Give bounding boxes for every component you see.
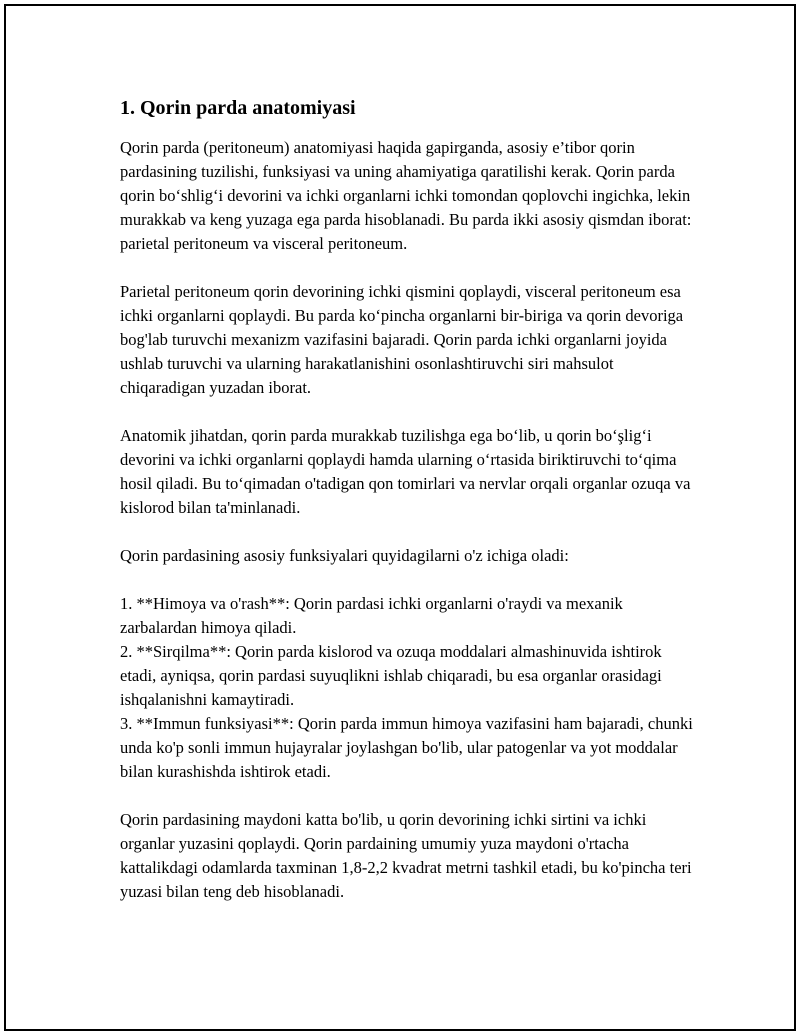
paragraph-parietal: Parietal peritoneum qorin devorining ichki qismini qoplaydi, visceral peritoneum esa ichki organlarni qoplaydi. Bu parda ko‘pincha organlarni bir-biriga va qorin devoriga bog'lab turuvchi mexanizm vazifasini bajaradi. Qorin parda ichki organlarni joyida ushlab turuvchi va ularning harakatlanishini osonlashtiruvchi siri mahsulot chiqaradigan yuzadan iborat. bbox=[120, 282, 684, 397]
list-item: 3. **Immun funksiyasi**: Qorin parda immun himoya vazifasini ham bajaradi, chunki unda ko'p sonli immun hujayralar joylashgan bo'lib, ular patogenlar va yot moddalar bilan kurashishda ishtirok etadi. bbox=[120, 714, 693, 781]
list-item: 2. **Sirqilma**: Qorin parda kislorod va ozuqa moddalari almashinuvida ishtirok etadi, ayniqsa, qorin pardasi suyuqlikni ishlab chiqaradi, bu esa organlar orasidagi ishqalanishni kamaytiradi. bbox=[120, 642, 662, 709]
paragraph-functions-intro: Qorin pardasining asosiy funksiyalari quyidagilarni o'z ichiga oladi: bbox=[120, 546, 569, 565]
paragraph-closing: Qorin pardasining maydoni katta bo'lib, u qorin devorining ichki sirtini va ichki organlar yuzasini qoplaydi. Qorin pardaining umumiy yuza maydoni o'rtacha kattalikdagi odamlarda taxminan 1,8-2,2 kvadrat metrni tashkil etadi, bu ko'pincha teri yuzasi bilan teng deb hisoblanadi. bbox=[120, 810, 692, 901]
page-frame bbox=[4, 4, 796, 1031]
document-title: 1. Qorin parda anatomiyasi bbox=[120, 97, 356, 119]
document-content bbox=[120, 96, 700, 928]
paragraph-anatomy: Anatomik jihatdan, qorin parda murakkab tuzilishga ega bo‘lib, u qorin bo‘şlig‘i devorini va ichki organlarni qoplaydi hamda ularning o‘rtasida biriktiruvchi to‘qima hosil qiladi. Bu to‘qimadan o'tadigan qon tomirlari va nervlar orqali organlar ozuqa va kislorod bilan ta'minlanadi. bbox=[120, 426, 691, 517]
functions-list bbox=[120, 592, 700, 784]
paragraph-intro: Qorin parda (peritoneum) anatomiyasi haqida gapirganda, asosiy e’tibor qorin pardasining tuzilishi, funksiyasi va uning ahamiyatiga qaratilishi kerak. Qorin parda qorin bo‘shlig‘i devorini va ichki organlarni ichki tomondan qoplovchi ingichka, lekin murakkab va keng yuzaga ega parda hisoblanadi. Bu parda ikki asosiy qismdan iborat: parietal peritoneum va visceral peritoneum. bbox=[120, 138, 692, 253]
list-item: 1. **Himoya va o'rash**: Qorin pardasi ichki organlarni o'raydi va mexanik zarbalardan himoya qiladi. bbox=[120, 594, 623, 637]
